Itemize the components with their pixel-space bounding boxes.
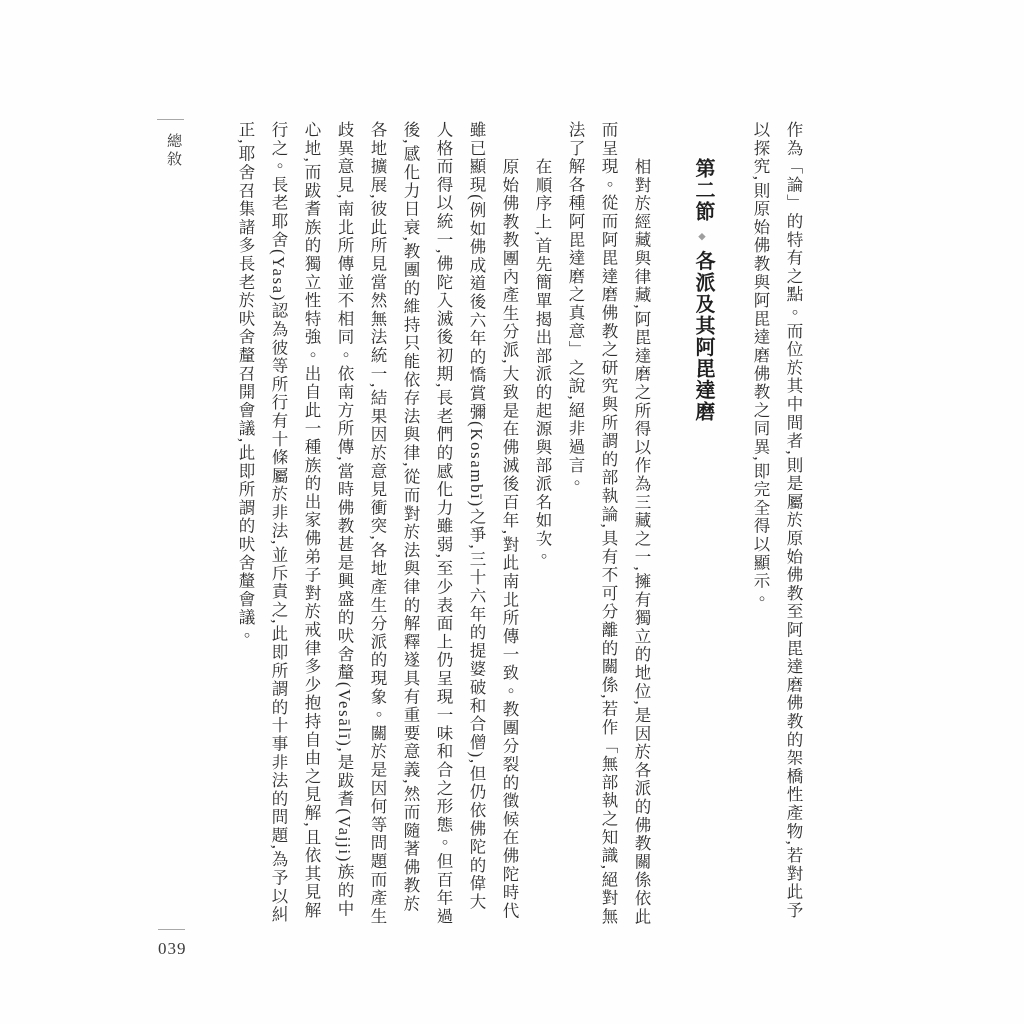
section-title: 各派及其阿毘達磨	[692, 250, 714, 423]
running-head	[157, 119, 185, 169]
page-number-rule	[158, 929, 185, 930]
running-head-rule	[157, 119, 184, 120]
page-number-block	[158, 929, 186, 959]
paragraph: 原始佛教教團內產生分派,大致是在佛滅後百年,對此南北所傳一致。教團分裂的徵候在佛陀時代雖已顯現(例如佛成道後六年的憍賞彌(Kosambī)之爭,三十六年的提婆破和合僧),但仍依佛陀的偉大人格而得以統一,佛陀入滅後初期,長老們的感化力雖弱,至少表面上仍呈現一味和合之形態。但百年過後,感化力日衰,教團的維持只能依存法與律,從而對於法與律的解釋遂具有重要意義,然而隨著佛教於各地擴展,彼此所見當然無法統一,結果因於意見衝突,各地產生分派的現象。關於是因何等問題而產生歧異意見,南北所傳並不相同。依南方所傳,當時佛教甚是興盛的吠舍釐(Vesālī),是跋耆(Vajji)族的中心地,而跋耆族的獨立性特強。出自此一種族的出家佛弟子對於戒律多少抱持自由之見解,且依其見解行之。長老耶舍(Yasa)認為彼等所行有十條屬於非法,並斥責之,此即所謂的十事非法的問題,為予以糾正,耶舍召集諸多長老於吠舍釐召開會議,此即所謂的吠舍釐會議。	[236, 121, 519, 926]
paragraph-continuation: 作為「論」的特有之點。而位於其中間者,則是屬於原始佛教至阿毘達磨佛教的架橋性產物,若對此予以探究,則原始佛教與阿毘達磨佛教之同異,即完全得以顯示。	[751, 121, 803, 920]
text-block	[229, 121, 810, 927]
page-number: 039	[158, 939, 187, 958]
diamond-icon: ◆	[698, 231, 708, 242]
section-number: 第二節	[692, 158, 714, 223]
paragraph: 相對於經藏與律藏,阿毘達磨之所得以作為三藏之一,擁有獨立的地位,是因於各派的佛教關係依此而呈現。從而阿毘達磨佛教之研究與所謂的部執論,具有不可分離的關係,若作「無部執之知識,絕對無法了解各種阿毘達磨之真意」之說,絕非過言。	[566, 121, 651, 927]
section-heading	[684, 121, 722, 927]
paragraph: 在順序上,首先簡單揭出部派的起源與部派名如次。	[533, 158, 552, 567]
running-head-label: 總敘	[165, 133, 181, 169]
